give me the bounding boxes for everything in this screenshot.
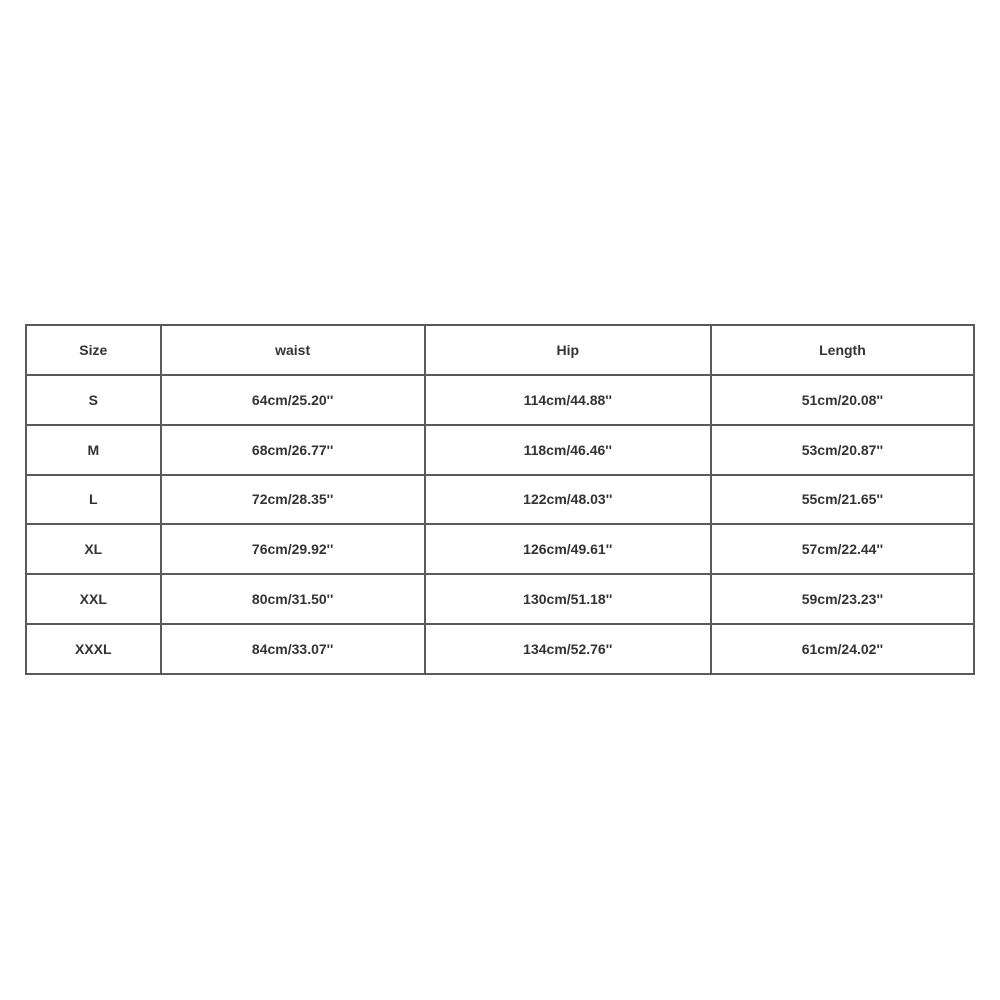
waist-cell: 76cm/29.92'' [161,524,425,574]
header-cell-length: Length [711,325,974,375]
table-row [26,425,974,475]
length-cell: 59cm/23.23'' [711,574,974,624]
size-cell: M [26,425,161,475]
header-cell-waist: waist [161,325,425,375]
size-cell: XXL [26,574,161,624]
length-cell: 51cm/20.08'' [711,375,974,425]
table-row [26,624,974,674]
hip-cell: 130cm/51.18'' [425,574,711,624]
hip-cell: 114cm/44.88'' [425,375,711,425]
header-row [26,325,974,375]
hip-cell: 118cm/46.46'' [425,425,711,475]
length-cell: 55cm/21.65'' [711,475,974,525]
size-cell: XL [26,524,161,574]
header-cell-size: Size [26,325,161,375]
hip-cell: 126cm/49.61'' [425,524,711,574]
waist-cell: 72cm/28.35'' [161,475,425,525]
hip-cell: 134cm/52.76'' [425,624,711,674]
table-row [26,574,974,624]
waist-cell: 64cm/25.20'' [161,375,425,425]
waist-cell: 68cm/26.77'' [161,425,425,475]
hip-cell: 122cm/48.03'' [425,475,711,525]
table-row [26,524,974,574]
table-row [26,475,974,525]
waist-cell: 80cm/31.50'' [161,574,425,624]
size-cell: S [26,375,161,425]
size-cell: XXXL [26,624,161,674]
length-cell: 57cm/22.44'' [711,524,974,574]
header-cell-hip: Hip [425,325,711,375]
waist-cell: 84cm/33.07'' [161,624,425,674]
size-chart-table [25,324,975,675]
length-cell: 61cm/24.02'' [711,624,974,674]
table-row [26,375,974,425]
size-cell: L [26,475,161,525]
length-cell: 53cm/20.87'' [711,425,974,475]
